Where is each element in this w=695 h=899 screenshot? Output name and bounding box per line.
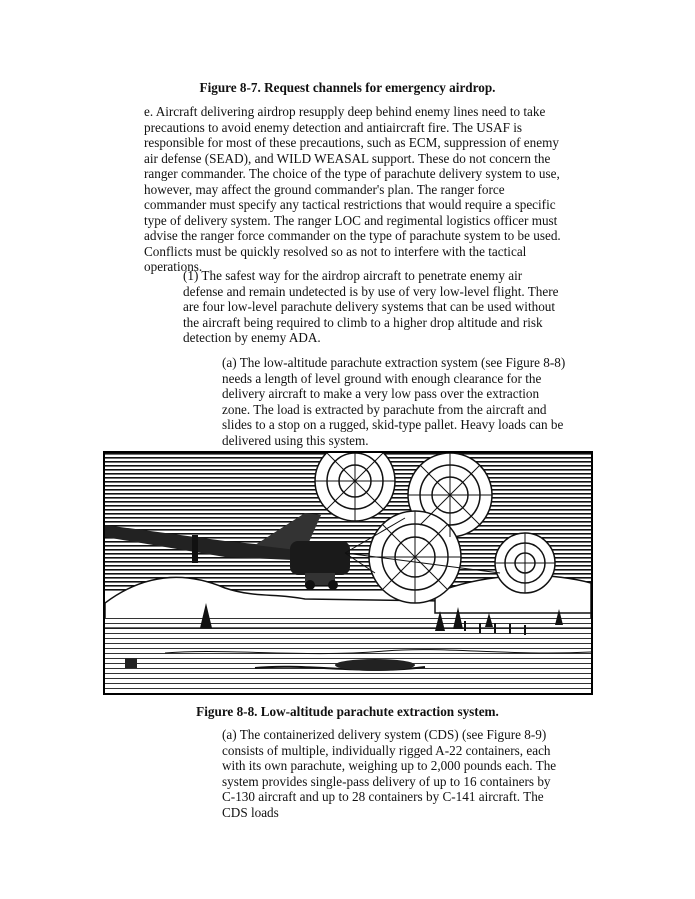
- ground: [105, 618, 591, 693]
- figure-8-8-caption: Figure 8-8. Low-altitude parachute extraction system.: [196, 704, 499, 719]
- lapes-drawing: [105, 453, 591, 693]
- paragraph-a-cds: (a) The containerized delivery system (CDS) (see Figure 8-9) consists of multiple, individually rigged A-22 containers, each with its own parachute, weighing up to 2,000 pounds each. The system provides single-pass delivery of up to 16 containers by C-130 aircraft and up to 28 containers by C-141 aircraft. The CDS loads: [222, 727, 557, 820]
- lapes-illustration: [103, 451, 593, 695]
- figure-8-7-caption: Figure 8-7. Request channels for emergency airdrop.: [199, 80, 496, 95]
- paragraph-e: e. Aircraft delivering airdrop resupply deep behind enemy lines need to take precautions to avoid enemy detection and antiaircraft fire. The USAF is responsible for most of these precautions, such as ECM, suppression of enemy air defense (SEAD), and WILD WEASAL support. These do not concern the ranger commander. The choice of the type of parachute delivery system to use, however, may affect the ground commander's plan. The ranger force commander must specify any tactical restrictions that would require a specific type of delivery system. The ranger LOC and regimental logistics officer must advise the ranger force commander on the type of parachute system to be used. Conflicts must be quickly resolved so as not to interfere with the tactical operations.: [144, 104, 561, 274]
- paragraph-1: (1) The safest way for the airdrop aircraft to penetrate enemy air defense and remain undetected is by use of very low-level flight. There are four low-level parachute delivery systems that can be used without the aircraft being required to climb to a higher drop altitude and risk detection by enemy ADA.: [183, 268, 559, 345]
- paragraph-a-lapes: (a) The low-altitude parachute extraction system (see Figure 8-8) needs a length of level ground with enough clearance for the delivery aircraft to make a very low pass over the extraction zone. The load is extracted by parachute from the aircraft and slides to a stop on a rugged, skid-type pallet. Heavy loads can be delivered using this system.: [222, 355, 566, 448]
